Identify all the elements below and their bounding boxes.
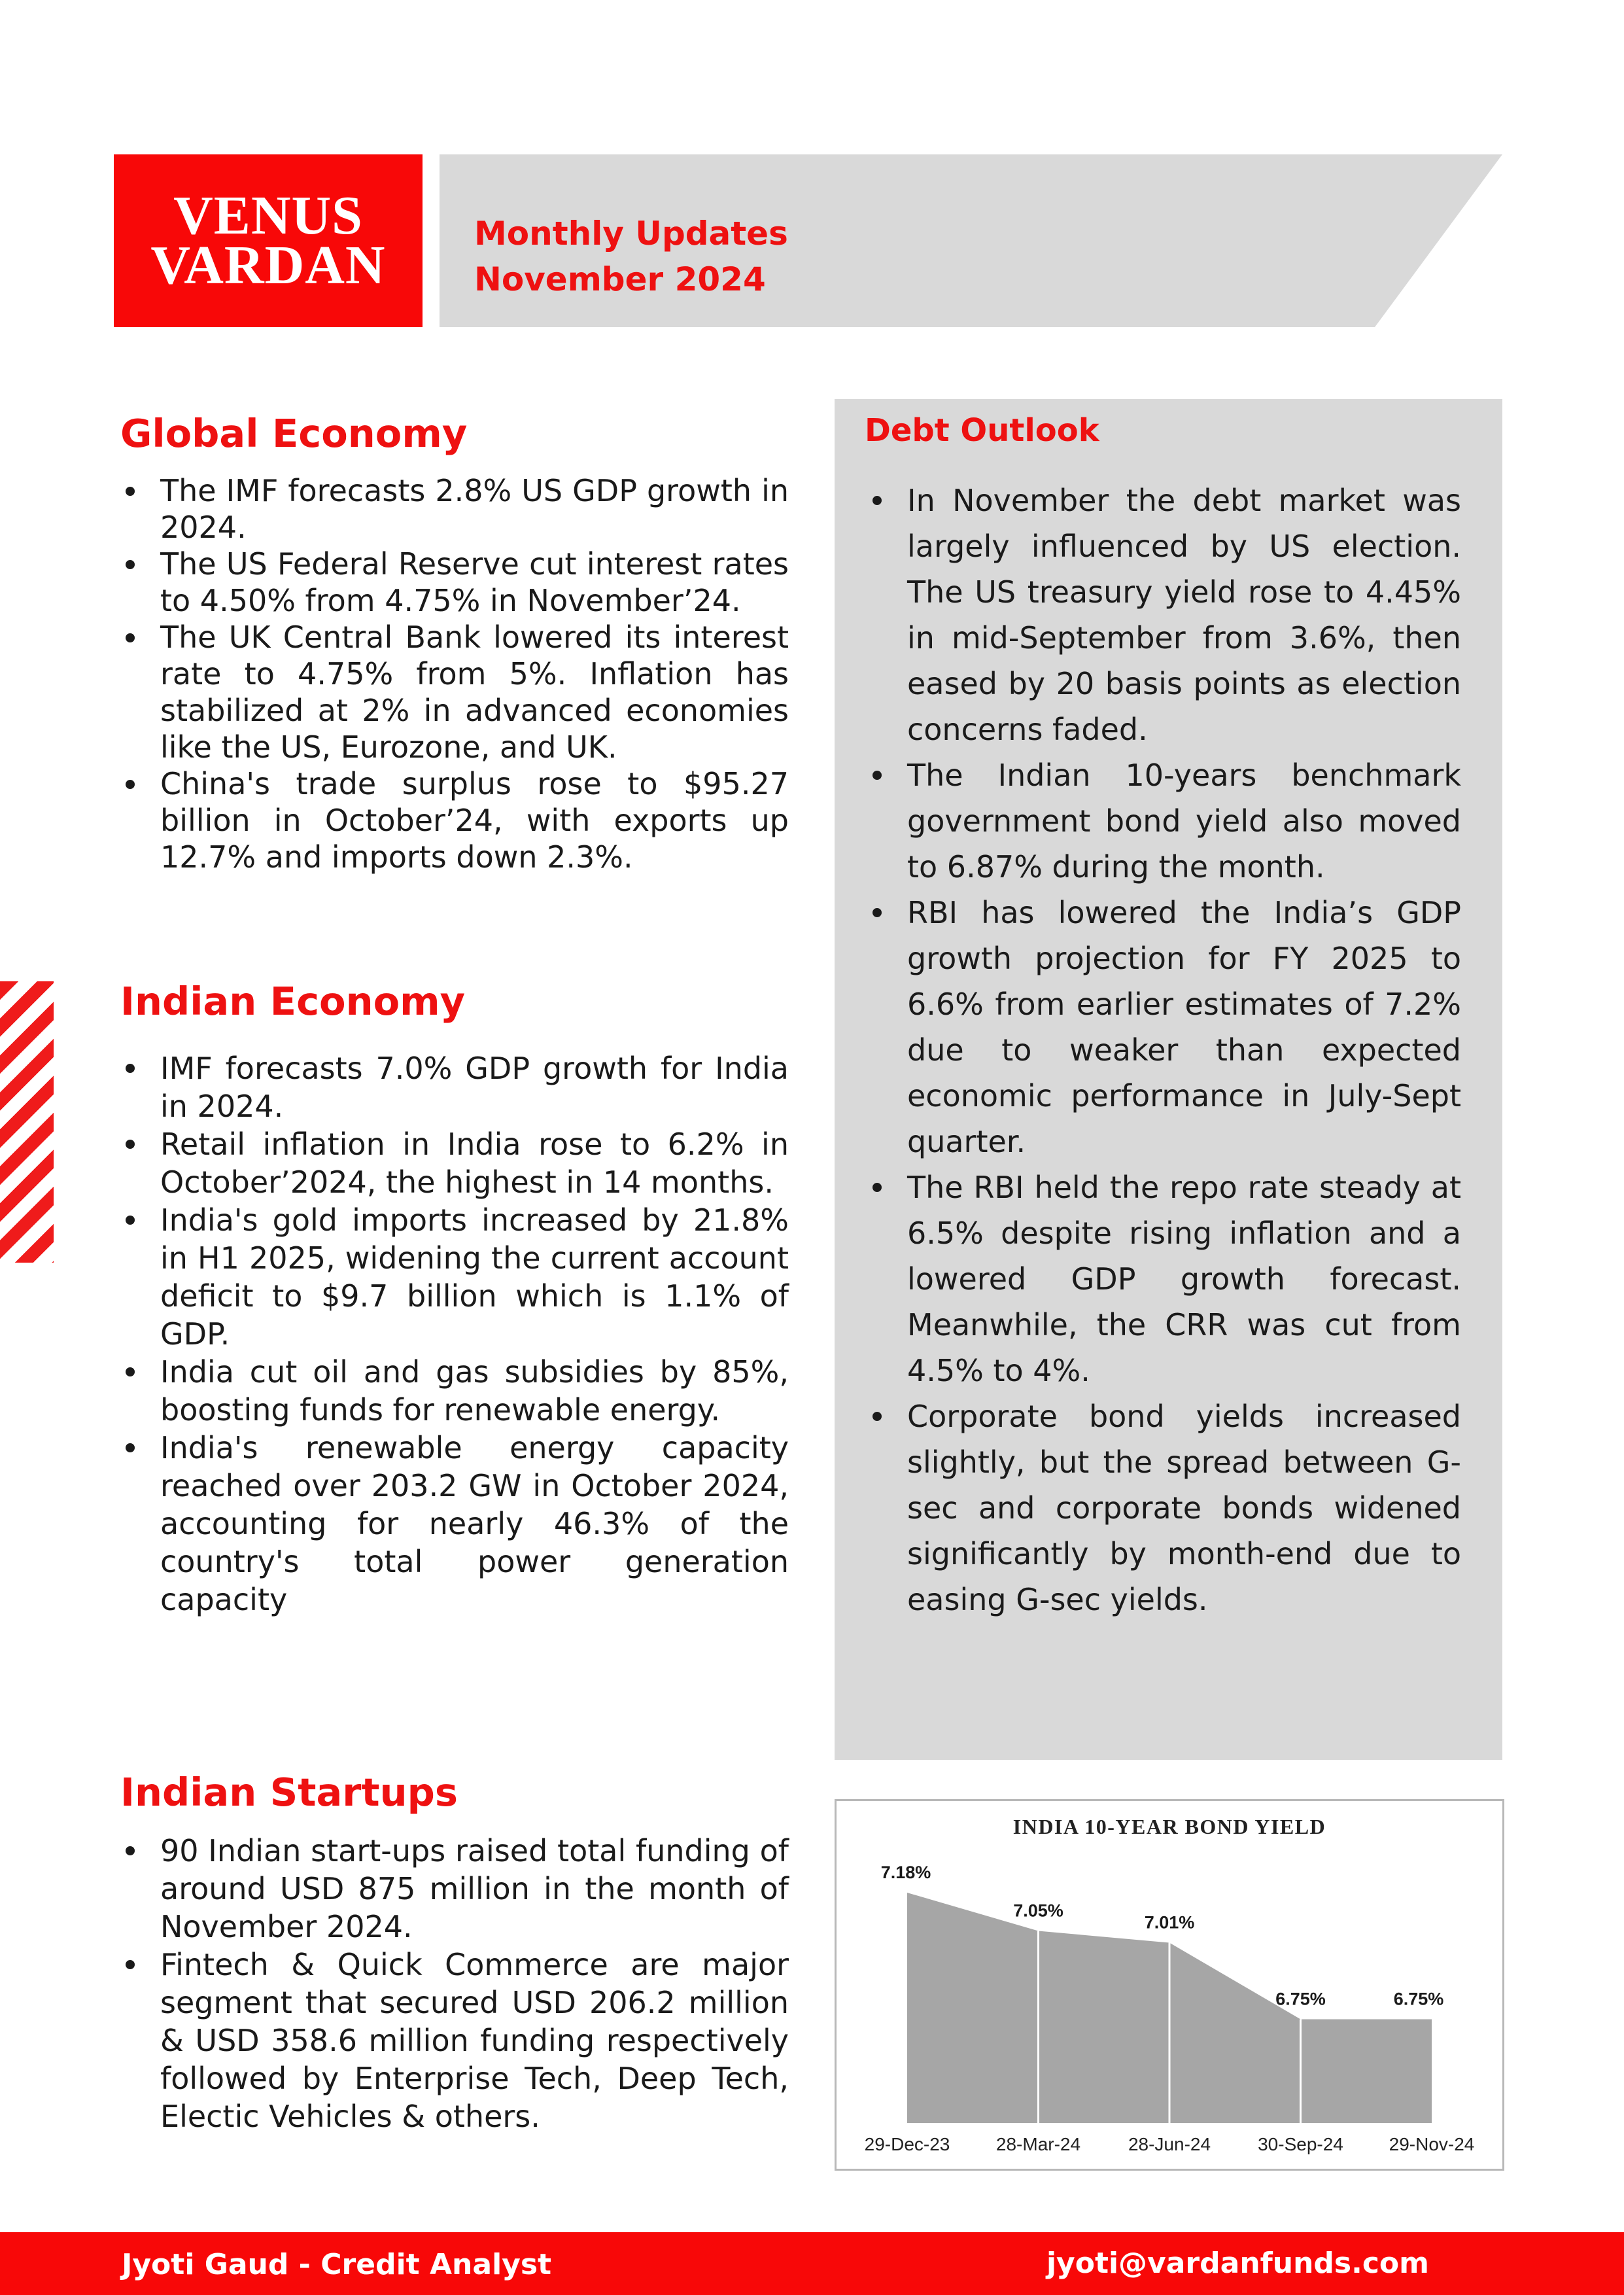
data-label: 7.01% [1144,1912,1195,1933]
header-title-line-2: November 2024 [474,260,766,298]
logo-line-2: VARDAN [150,235,386,296]
global-economy-title: Global Economy [120,411,468,456]
data-label: 6.75% [1393,1989,1444,2009]
indian-economy-title: Indian Economy [120,979,466,1024]
list-item: Retail inflation in India rose to 6.2% in October’2024, the highest in 14 months. [120,1125,789,1201]
data-label: 7.18% [880,1863,931,1882]
bond-yield-chart [835,1799,1504,2171]
decorative-stripes [0,981,54,1263]
header-title [474,211,788,302]
list-item: The RBI held the repo rate steady at 6.5% despite rising inflation and a lowered GDP growth forecast. Meanwhile, the CRR was cut from 4.5% to 4%. [867,1165,1461,1393]
x-tick-label: 30-Sep-24 [1258,2134,1343,2154]
list-item: The Indian 10-years benchmark government bond yield also moved to 6.87% during the month. [867,752,1461,890]
list-item: In November the debt market was largely influenced by US election. The US treasury yield rose to 4.45% in mid-September from 3.6%, then eased by 20 basis points as election concerns faded. [867,478,1461,752]
list-item: Corporate bond yields increased slightly, but the spread between G-sec and corporate bonds widened significantly by month-end due to easing G-sec yields. [867,1393,1461,1622]
footer-author: Jyoti Gaud - Credit Analyst [122,2248,552,2281]
list-item: Fintech & Quick Commerce are major segment that secured USD 206.2 million & USD 358.6 million funding respectively followed by Enterprise Tech, Deep Tech, Electic Vehicles & others. [120,1946,789,2135]
list-item: The US Federal Reserve cut interest rates to 4.50% from 4.75% in November’24. [120,546,789,619]
x-tick-label: 28-Jun-24 [1128,2134,1211,2154]
list-item: India's gold imports increased by 21.8% in H1 2025, widening the current account deficit to $9.7 billion which is 1.1% of GDP. [120,1201,789,1353]
footer-email: jyoti@vardanfunds.com [1046,2247,1429,2280]
x-tick-label: 29-Dec-23 [864,2134,950,2154]
header-title-line-1: Monthly Updates [474,215,788,253]
x-tick-label: 28-Mar-24 [995,2134,1081,2154]
global-economy-list [120,472,789,875]
list-item: The UK Central Bank lowered its interest rate to 4.75% from 5%. Inflation has stabilized at 2% in advanced economies like the US, Eurozone, and UK. [120,619,789,765]
list-item: IMF forecasts 7.0% GDP growth for India in 2024. [120,1049,789,1125]
bond-yield-chart-svg [837,1801,1502,2169]
debt-outlook-list [867,478,1461,1622]
indian-economy-list [120,1049,789,1619]
list-item: China's trade surplus rose to $95.27 billion in October’24, with exports up 12.7% and imports down 2.3%. [120,765,789,875]
list-item: India's renewable energy capacity reached over 203.2 GW in October 2024, accounting for nearly 46.3% of the country's total power generation capacity [120,1429,789,1619]
logo-line-1: VENUS [173,185,363,246]
list-item: The IMF forecasts 2.8% US GDP growth in 2024. [120,472,789,546]
chart-title: INDIA 10-YEAR BOND YIELD [1012,1815,1326,1838]
indian-startups-title: Indian Startups [120,1770,458,1815]
debt-outlook-title: Debt Outlook [865,412,1099,449]
list-item: RBI has lowered the India’s GDP growth projection for FY 2025 to 6.6% from earlier estimates of 7.2% due to weaker than expected economic performance in July-Sept quarter. [867,890,1461,1165]
data-label: 7.05% [1013,1901,1063,1921]
company-logo [114,154,423,327]
list-item: India cut oil and gas subsidies by 85%, boosting funds for renewable energy. [120,1353,789,1429]
list-item: 90 Indian start-ups raised total funding of around USD 875 million in the month of November 2024. [120,1832,789,1946]
data-label: 6.75% [1275,1989,1326,2009]
x-tick-label: 29-Nov-24 [1389,2134,1475,2154]
indian-startups-list [120,1832,789,2135]
